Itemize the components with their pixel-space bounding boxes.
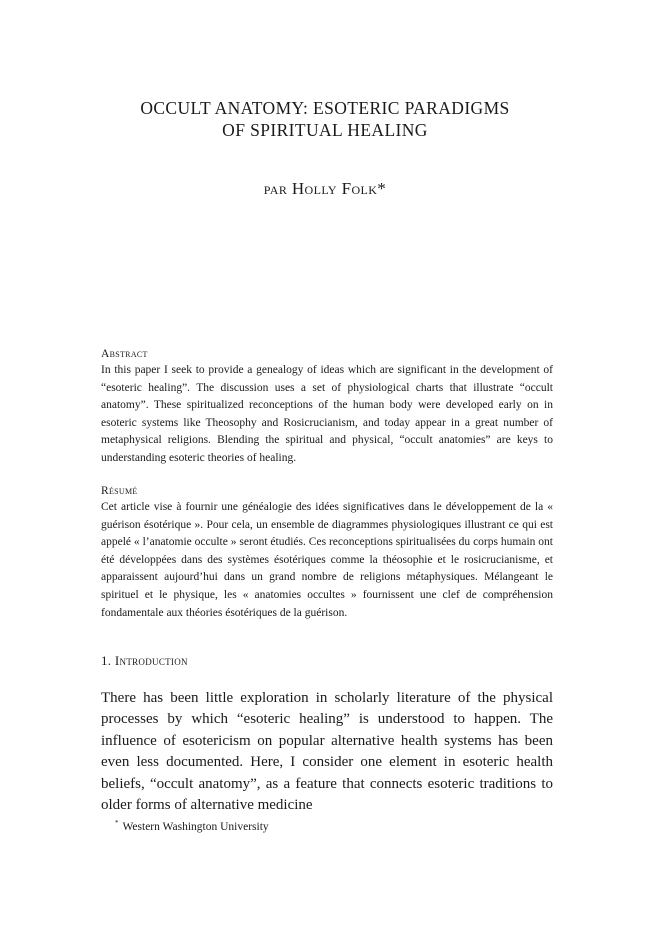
section-heading: 1. Introduction — [101, 653, 188, 668]
abstract-heading: Abstract — [101, 348, 148, 360]
author-byline: par Holly Folk* — [263, 179, 387, 198]
title-line-1: OCCULT ANATOMY: ESOTERIC PARADIGMS — [140, 98, 510, 118]
article-title — [0, 97, 650, 141]
resume-section — [101, 483, 553, 622]
resume-heading: Résumé — [101, 485, 138, 497]
footnote-text: Western Washington University — [122, 821, 269, 833]
footnote — [115, 815, 269, 835]
resume-text: Cet article vise à fournir une généalogie des idées significatives dans le développement de la « guérison ésotérique ». Pour cela, un ensemble de diagrammes physiologiques illustrant ce qui est appelé « l’anatomie occulte » seront étudiés. Ces reconceptions spiritualisées du corps humain ont été développées dans des systèmes ésotériques comme la théosophie et le rosicrucianisme, et apparaissent aujourd’hui dans un grand nombre de religions métaphysiques. Mélangeant le spirituel et le physique, les « anatomies occultes » fournissent une clef de compréhension fondamentale aux théories ésotériques de la guérison. — [101, 501, 553, 619]
footnote-marker: * — [115, 819, 119, 827]
abstract-text: In this paper I seek to provide a genealogy of ideas which are significant in the development of “esoteric healing”. The discussion uses a set of physiological charts that illustrate “occult anatomy”. These spiritualized reconceptions of the human body were developed early on in esoteric systems like Theosophy and Rosicrucianism, and today appear in a great number of metaphysical religions. Blending the spiritual and physical, “occult anatomies” are keys to understanding esoteric theories of healing. — [101, 364, 553, 464]
title-line-2: OF SPIRITUAL HEALING — [222, 120, 428, 140]
abstract-section — [101, 346, 553, 468]
intro-paragraph: There has been little exploration in scholarly literature of the physical processes by which “esoteric healing” is understood to happen. The influence of esotericism on popular alternative health systems has been even less documented. Here, I consider one element in esoteric health beliefs, “occult anatomy”, as a feature that connects esoteric traditions to older forms of alternative medicine — [101, 690, 553, 814]
